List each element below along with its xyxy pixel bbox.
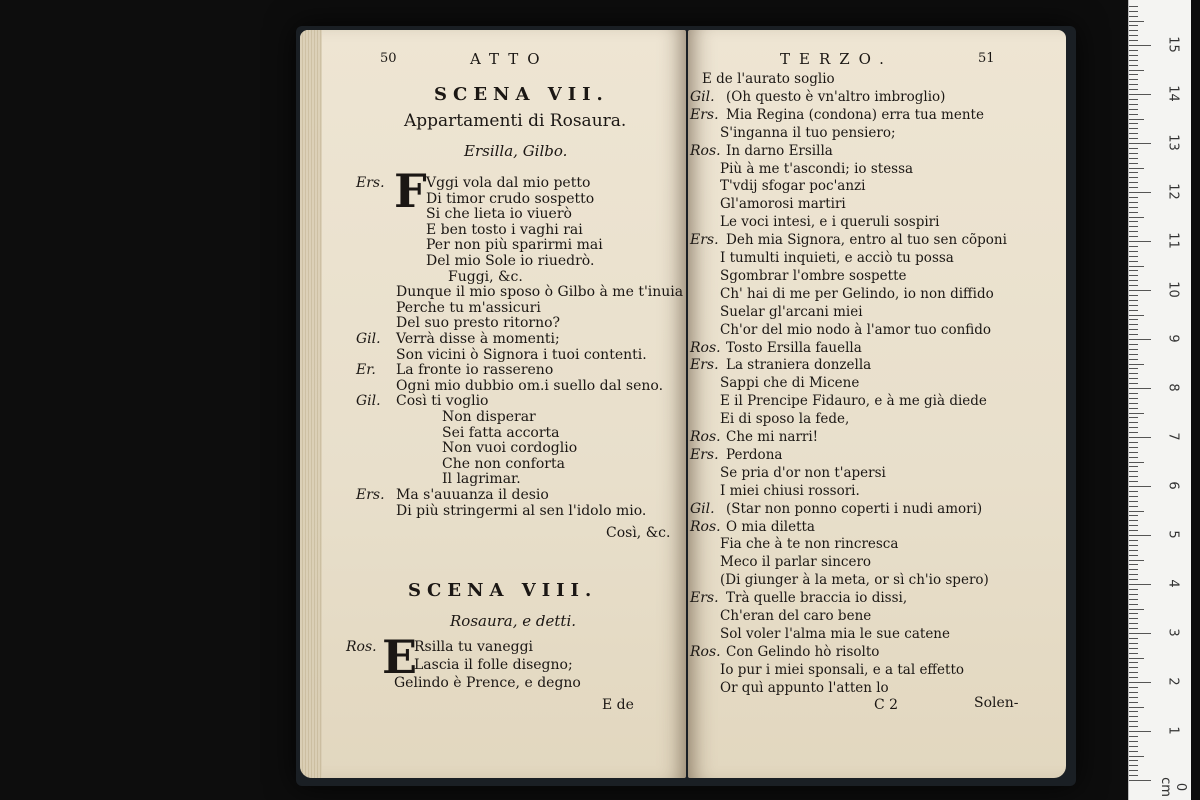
ruler-tick: [1129, 751, 1138, 752]
ruler-tick: [1129, 246, 1138, 247]
ruler-tick: [1129, 319, 1138, 320]
ruler-tick: [1129, 569, 1138, 570]
ruler-label: 4: [1165, 579, 1181, 588]
ruler-tick: [1129, 702, 1138, 703]
speaker-label: Ros.: [690, 339, 721, 356]
verse-line: Gelindo è Prence, e degno: [394, 675, 581, 691]
ruler-tick: [1129, 74, 1138, 75]
verse-line: (Di giunger à la meta, or sì ch'io spero): [720, 572, 989, 589]
ruler-tick: [1129, 427, 1138, 428]
ruler-label: 7: [1165, 432, 1181, 441]
verse-line: Deh mia Signora, entro al tuo sen cõponi: [726, 232, 1007, 249]
verse-line: Che mi narri!: [726, 429, 819, 445]
ruler-tick: [1129, 682, 1151, 683]
right-page: [688, 30, 1066, 778]
ruler-tick: [1129, 398, 1138, 399]
ruler-tick: [1129, 741, 1138, 742]
ruler-tick: [1129, 11, 1138, 12]
ruler-tick: [1129, 667, 1138, 668]
ruler-tick: [1129, 403, 1138, 404]
verse-line: Ch' hai di me per Gelindo, io non diffido: [720, 285, 994, 302]
ruler-tick: [1129, 114, 1138, 115]
verse-line: Io pur i miei sponsali, e a tal effetto: [720, 661, 964, 678]
ruler-tick: [1129, 638, 1138, 639]
page-number: 50: [380, 51, 397, 66]
ruler-label: 5: [1165, 530, 1181, 539]
ruler-tick: [1129, 334, 1138, 335]
catchword: E de: [602, 697, 634, 713]
ruler-tick: [1129, 491, 1138, 492]
ruler-tick: [1129, 104, 1138, 105]
verse-line: Tosto Ersilla fauella: [726, 339, 862, 356]
ruler-tick: [1129, 579, 1138, 580]
ruler-tick: [1129, 432, 1138, 433]
verse-line: Non disperar: [442, 409, 536, 425]
ruler-tick: [1129, 721, 1138, 722]
ruler-tick: [1129, 780, 1151, 781]
ruler-tick: [1129, 628, 1138, 629]
ruler-label: 3: [1165, 628, 1181, 637]
ruler-tick: [1129, 442, 1138, 443]
ruler-tick: [1129, 138, 1138, 139]
ruler-tick: [1129, 221, 1138, 222]
ruler-tick: [1129, 383, 1138, 384]
ruler-tick: [1129, 540, 1138, 541]
ruler-tick: [1129, 623, 1138, 624]
ruler-tick: [1129, 65, 1138, 66]
ruler-tick: [1129, 270, 1138, 271]
verse-line: (Oh questo è vn'altro imbroglio): [726, 88, 946, 105]
ruler-tick: [1129, 457, 1138, 458]
running-head: ATTO: [470, 50, 549, 68]
verse-line: Ogni mio dubbio om.i suello dal seno.: [396, 377, 664, 394]
ruler-tick: [1129, 187, 1138, 188]
ruler-tick: [1129, 550, 1138, 551]
verse-line: E de l'aurato soglio: [702, 71, 835, 87]
ruler-tick: [1129, 584, 1151, 585]
ruler-tick: [1129, 6, 1138, 7]
verse-line: I miei chiusi rossori.: [720, 482, 860, 499]
ruler-tick: [1129, 79, 1138, 80]
ruler-tick: [1129, 236, 1138, 237]
ruler-tick: [1129, 30, 1138, 31]
ruler-tick: [1129, 89, 1138, 90]
ruler-tick: [1129, 16, 1138, 17]
speaker-label: Gil.: [690, 88, 715, 105]
ruler-tick: [1129, 25, 1138, 26]
ruler-tick: [1129, 55, 1138, 56]
ruler-tick: [1129, 315, 1144, 316]
ruler-tick: [1129, 486, 1151, 487]
running-head: TERZO.: [780, 50, 893, 68]
ruler-tick: [1129, 329, 1138, 330]
ruler-tick: [1129, 256, 1138, 257]
ruler-tick: [1129, 207, 1138, 208]
verse-line: Verrà disse à momenti;: [396, 331, 560, 347]
verse-line: Non vuoi cordoglio: [442, 440, 578, 457]
speaker-label: Ers.: [690, 357, 719, 374]
ruler-label: 0 cm: [1158, 777, 1188, 797]
verse-line: Vggi vola dal mio petto: [426, 175, 591, 191]
ruler-label: 13: [1165, 134, 1181, 151]
ruler-tick: [1129, 613, 1138, 614]
ruler-label: 11: [1165, 232, 1181, 249]
ruler-tick: [1129, 148, 1138, 149]
verse-line: Son vicini ò Signora i tuoi contenti.: [396, 346, 647, 363]
ruler-tick: [1129, 501, 1138, 502]
ruler-tick: [1129, 525, 1138, 526]
ruler-tick: [1129, 775, 1138, 776]
verse-line: Ma s'auuanza il desio: [396, 487, 549, 503]
ruler-tick: [1129, 711, 1138, 712]
verse-line: E il Prencipe Fidauro, e à me già diede: [720, 393, 987, 410]
verse-line: S'inganna il tuo pensiero;: [720, 124, 896, 141]
ruler-tick: [1129, 305, 1138, 306]
ruler-tick: [1129, 520, 1138, 521]
ruler-tick: [1129, 422, 1138, 423]
aside-cosi: Così, &c.: [606, 525, 671, 541]
scene-location: Appartamenti di Rosaura.: [404, 111, 627, 131]
ruler-tick: [1129, 261, 1138, 262]
ruler-tick: [1129, 393, 1138, 394]
verse-line: Dunque il mio sposo ò Gilbo à me t'inuia: [396, 284, 684, 301]
verse-line: La fronte io rassereno: [396, 362, 554, 379]
left-page: [300, 30, 686, 778]
verse-line: Suelar gl'arcani miei: [720, 303, 863, 320]
verse-line: Mia Regina (condona) erra tua mente: [726, 106, 984, 123]
speaker-label: Gil.: [356, 393, 381, 410]
ruler-tick: [1129, 481, 1138, 482]
ruler-tick: [1129, 564, 1138, 565]
ruler-tick: [1129, 760, 1138, 761]
ruler-tick: [1129, 295, 1138, 296]
ruler-tick: [1129, 364, 1144, 365]
verse-line: Sol voler l'alma mia le sue catene: [720, 625, 950, 642]
ruler-tick: [1129, 618, 1138, 619]
ruler-tick: [1129, 310, 1138, 311]
verse-line: Ei di sposo la fede,: [720, 411, 850, 428]
ruler-tick: [1129, 168, 1144, 169]
ruler-tick: [1129, 285, 1138, 286]
ruler-tick: [1129, 496, 1138, 497]
ruler-tick: [1129, 413, 1144, 414]
ruler-tick: [1129, 231, 1138, 232]
ruler-tick: [1129, 226, 1138, 227]
verse-line: Gl'amorosi martiri: [720, 196, 846, 213]
ruler-tick: [1129, 344, 1138, 345]
verse-line: Con Gelindo hò risolto: [726, 643, 880, 660]
speaker-label: Ros.: [690, 643, 721, 660]
verse-line: Perche tu m'assicuri: [396, 299, 541, 316]
ruler-tick: [1129, 109, 1138, 110]
ruler-tick: [1129, 266, 1144, 267]
ruler-label: 2: [1165, 677, 1181, 686]
ruler-tick: [1129, 251, 1138, 252]
verse-line: Per non più sparirmi mai: [426, 237, 603, 254]
ruler-tick: [1129, 197, 1138, 198]
ruler-tick: [1129, 163, 1138, 164]
ruler-tick: [1129, 687, 1138, 688]
verse-line: Fia che à te non rincresca: [720, 536, 899, 553]
verse-line: Che non conforta: [442, 455, 565, 472]
verse-line: Sei fatta accorta: [442, 424, 560, 441]
ruler-tick: [1129, 280, 1138, 281]
speaker-label: Ers.: [690, 590, 719, 607]
ruler-tick: [1129, 471, 1138, 472]
ruler-tick: [1129, 746, 1138, 747]
ruler-tick: [1129, 339, 1151, 340]
ruler-tick: [1129, 35, 1138, 36]
ruler-tick: [1129, 275, 1138, 276]
ruler-tick: [1129, 560, 1144, 561]
ruler-tick: [1129, 452, 1138, 453]
page-number: 51: [978, 51, 995, 66]
ruler-tick: [1129, 506, 1138, 507]
ruler-tick: [1129, 217, 1144, 218]
ruler-tick: [1129, 515, 1138, 516]
ruler-tick: [1129, 60, 1138, 61]
drop-cap-2: E: [382, 630, 418, 684]
ruler-tick: [1129, 574, 1138, 575]
ruler-tick: [1129, 658, 1144, 659]
ruler-tick: [1129, 153, 1138, 154]
ruler-label: 6: [1165, 481, 1181, 490]
ruler-tick: [1129, 45, 1151, 46]
scene-heading-2: SCENA VIII.: [408, 580, 598, 601]
verse-line: Rsilla tu vaneggi: [414, 639, 534, 655]
ruler-tick: [1129, 599, 1138, 600]
cast-list: Ersilla, Gilbo.: [464, 142, 568, 160]
verse-line: Se pria d'or non t'apersi: [720, 464, 886, 481]
verse-line: Si che lieta io viuerò: [426, 206, 572, 223]
ruler-tick: [1129, 726, 1138, 727]
ruler-tick: [1129, 354, 1138, 355]
ruler-tick: [1129, 202, 1138, 203]
ruler-tick: [1129, 594, 1138, 595]
ruler-tick: [1129, 466, 1138, 467]
verse-line: T'vdij sfogar poc'anzi: [720, 178, 866, 195]
verse-line: Ch'or del mio nodo à l'amor tuo confido: [720, 321, 992, 338]
ruler-tick: [1129, 756, 1144, 757]
ruler-tick: [1129, 119, 1144, 120]
speaker-label: Ros.: [690, 429, 721, 445]
cast-list-2: Rosaura, e detti.: [450, 612, 577, 630]
verse-line: Le voci intesi, e i queruli sospiri: [720, 214, 940, 231]
ruler-tick: [1129, 677, 1138, 678]
ruler-tick: [1129, 94, 1151, 95]
verse-line: Sappi che di Micene: [720, 375, 860, 392]
ruler-tick: [1129, 609, 1144, 610]
speaker-label: Ros.: [690, 518, 721, 535]
verse-line: (Star non ponno coperti i nudi amori): [726, 500, 983, 517]
ruler-tick: [1129, 324, 1138, 325]
speaker-label: Gil.: [690, 500, 715, 517]
speaker-label: Ers.: [356, 175, 385, 191]
speaker-label: Ros.: [690, 142, 721, 159]
ruler-label: 14: [1165, 85, 1181, 102]
ruler-tick: [1129, 417, 1138, 418]
ruler-tick: [1129, 716, 1138, 717]
ruler-tick: [1129, 378, 1138, 379]
ruler-tick: [1129, 447, 1138, 448]
scene-heading: SCENA VII.: [434, 84, 609, 105]
ruler-tick: [1129, 633, 1151, 634]
speaker-label: Ers.: [690, 446, 719, 463]
ruler-tick: [1129, 172, 1138, 173]
verse-line: In darno Ersilla: [726, 142, 833, 159]
verse-line: Del suo presto ritorno?: [396, 315, 561, 332]
speaker-label: Ers.: [356, 487, 385, 503]
ruler-tick: [1129, 648, 1138, 649]
ruler-tick: [1129, 373, 1138, 374]
ruler-tick: [1129, 300, 1138, 301]
verse-line: I tumulti inquieti, e acciò tu possa: [720, 250, 954, 266]
ruler-tick: [1129, 192, 1151, 193]
ruler-tick: [1129, 731, 1151, 732]
ruler-tick: [1129, 545, 1138, 546]
verse-line: Trà quelle braccia io dissi,: [726, 590, 908, 607]
verse-line: Fuggi, &c.: [448, 268, 523, 285]
ruler-tick: [1129, 143, 1151, 144]
ruler-label: 10: [1165, 281, 1181, 298]
speaker-label: Ers.: [690, 106, 719, 123]
catchword: Solen-: [974, 695, 1019, 711]
speaker-label: Er.: [356, 362, 376, 379]
ruler-tick: [1129, 476, 1138, 477]
verse-line: Meco il parlar sincero: [720, 554, 872, 571]
verse-line: Di timor crudo sospetto: [426, 190, 595, 207]
ruler-tick: [1129, 349, 1138, 350]
verse-line: Così ti voglio: [396, 393, 489, 410]
ruler-tick: [1129, 530, 1138, 531]
scale-ruler: [1128, 0, 1191, 800]
ruler-tick: [1129, 697, 1138, 698]
ruler-tick: [1129, 437, 1151, 438]
ruler-tick: [1129, 511, 1144, 512]
signature-mark: C 2: [874, 697, 899, 713]
ruler-label: 1: [1165, 726, 1181, 735]
ruler-tick: [1129, 662, 1138, 663]
ruler-tick: [1129, 99, 1138, 100]
ruler-label: 15: [1165, 36, 1181, 53]
verse-line: Perdona: [726, 446, 783, 463]
ruler-tick: [1129, 241, 1151, 242]
drop-cap: F: [394, 164, 427, 218]
verse-line: Lascia il folle disegno;: [414, 657, 573, 673]
ruler-tick: [1129, 736, 1138, 737]
ruler-tick: [1129, 604, 1138, 605]
ruler-tick: [1129, 182, 1138, 183]
verse-line: Sgombrar l'ombre sospette: [720, 267, 907, 284]
ruler-tick: [1129, 368, 1138, 369]
ruler-tick: [1129, 672, 1138, 673]
ruler-tick: [1129, 133, 1138, 134]
ruler-tick: [1129, 408, 1138, 409]
ruler-tick: [1129, 40, 1138, 41]
ruler-tick: [1129, 643, 1138, 644]
ruler-tick: [1129, 212, 1138, 213]
verse-line: Di più stringermi al sen l'idolo mio.: [396, 502, 647, 519]
ruler-label: 8: [1165, 383, 1181, 392]
verse-line: La straniera donzella: [726, 357, 872, 374]
ruler-tick: [1129, 123, 1138, 124]
ruler-tick: [1129, 290, 1151, 291]
ruler-tick: [1129, 388, 1151, 389]
speaker-label: Ers.: [690, 232, 719, 249]
ruler-tick: [1129, 128, 1138, 129]
ruler-tick: [1129, 589, 1138, 590]
ruler-tick: [1129, 359, 1138, 360]
ruler-tick: [1129, 765, 1138, 766]
ruler-tick: [1129, 535, 1151, 536]
ruler-tick: [1129, 70, 1144, 71]
ruler-tick: [1129, 50, 1138, 51]
ruler-tick: [1129, 84, 1138, 85]
speaker-label: Gil.: [356, 331, 381, 347]
ruler-label: 12: [1165, 183, 1181, 200]
ruler-tick: [1129, 158, 1138, 159]
verse-line: Ch'eran del caro bene: [720, 608, 872, 624]
ruler-label: 9: [1165, 334, 1181, 343]
verse-line: E ben tosto i vaghi rai: [426, 221, 583, 238]
verse-line: O mia diletta: [726, 518, 815, 535]
ruler-tick: [1129, 653, 1138, 654]
verse-line: Or quì appunto l'atten lo: [720, 679, 889, 696]
ruler-tick: [1129, 177, 1138, 178]
ruler-tick: [1129, 770, 1138, 771]
ruler-tick: [1129, 707, 1144, 708]
verse-line: Del mio Sole io riuedrò.: [426, 253, 595, 269]
verse-line: Il lagrimar.: [442, 471, 521, 488]
verse-line: Più à me t'ascondi; io stessa: [720, 160, 914, 177]
ruler-tick: [1129, 692, 1138, 693]
ruler-tick: [1129, 21, 1144, 22]
ruler-tick: [1129, 555, 1138, 556]
speaker-label: Ros.: [346, 639, 377, 655]
ruler-tick: [1129, 462, 1144, 463]
